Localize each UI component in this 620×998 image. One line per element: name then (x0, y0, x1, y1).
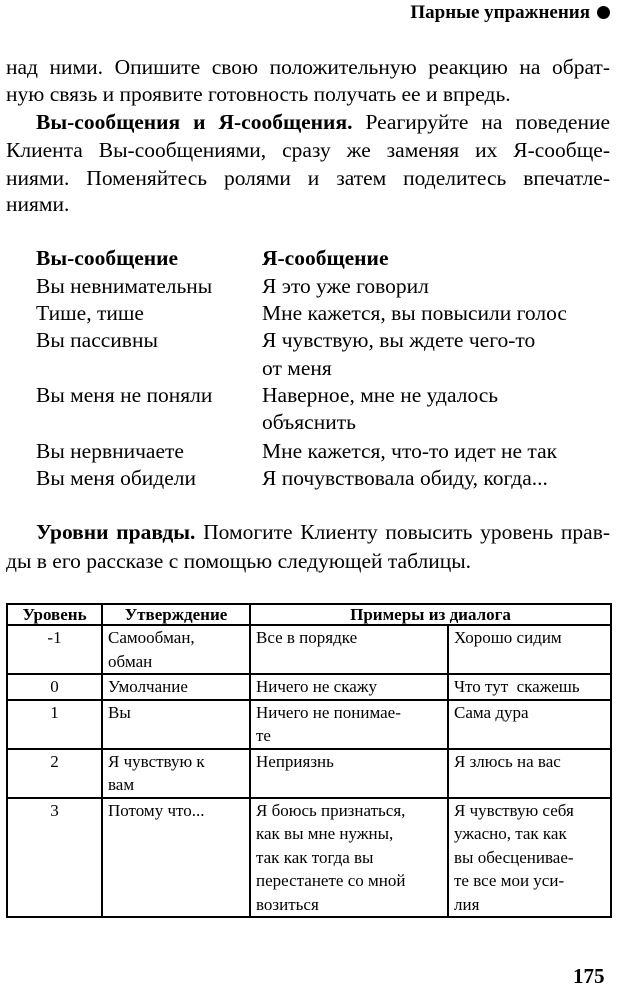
header-level: Уровень (7, 604, 102, 625)
paragraph-2-line-2: Клиента Вы-сообщениями, сразу же заменяя их Я-сообще- (6, 138, 610, 162)
i-message-3-line-2: от меня (262, 356, 332, 380)
cell-example-2: Сама дура (448, 700, 611, 749)
table-row (7, 674, 611, 700)
cell-level: 0 (7, 674, 102, 700)
cell-example-1: Все в порядке (250, 625, 448, 674)
i-message-5: Мне кажется, что-то идет не так (262, 439, 558, 463)
i-message-6: Я почувствовала обиду, когда... (262, 466, 548, 490)
cell-level: 2 (7, 749, 102, 798)
cell-example-1: Ничего не понимае- те (250, 700, 448, 749)
cell-example-1: Ничего не скажу (250, 674, 448, 700)
you-message-1: Вы невнимательны (36, 274, 213, 298)
i-message-1: Я это уже говорил (262, 274, 429, 298)
you-message-heading: Вы-сообщение (36, 246, 179, 270)
cell-example-2: Что тут скажешь (448, 674, 611, 700)
cell-level: -1 (7, 625, 102, 674)
paragraph-2-heading: Вы-сообщения и Я-сообщения. (36, 110, 353, 134)
cell-level: 1 (7, 700, 102, 749)
paragraph-2-line-4: ниями. (6, 192, 70, 216)
table-row (7, 749, 611, 798)
table-header-row (7, 604, 611, 625)
table-row (7, 798, 611, 918)
i-message-2: Мне кажется, вы повысили голос (262, 301, 567, 325)
i-message-4-line-1: Наверное, мне не удалось (262, 383, 499, 407)
cell-statement: Умолчание (102, 674, 250, 700)
bullet-dot-icon (597, 6, 610, 19)
table-row (7, 625, 611, 674)
you-message-6: Вы меня обидели (36, 466, 196, 490)
paragraph-3-line-1: Уровни правды. Помогите Клиенту повысить уровень прав- (36, 520, 611, 544)
i-message-3-line-1: Я чувствую, вы ждете чего-то (262, 328, 536, 352)
page-number: 175 (573, 964, 605, 988)
cell-example-2: Я чувствую себя ужасно, так как вы обесценивае- те все мои уси- лия (448, 798, 611, 918)
cell-statement: Потому что... (102, 798, 250, 918)
paragraph-1-line-2: ную связь и проявите готовность получать ее и впредь. (6, 82, 511, 106)
cell-statement: Вы (102, 700, 250, 749)
table-row (7, 700, 611, 749)
header-statement: Утверждение (102, 604, 250, 625)
truth-levels-table (6, 603, 612, 918)
you-message-4: Вы меня не поняли (36, 383, 213, 407)
header-examples: Примеры из диалога (250, 604, 611, 625)
cell-statement: Самообман, обман (102, 625, 250, 674)
i-message-heading: Я-сообщение (262, 246, 389, 270)
you-message-5: Вы нервничаете (36, 439, 184, 463)
running-header-title: Парные упражнения (410, 2, 590, 23)
cell-example-2: Я злюсь на вас (448, 749, 611, 798)
paragraph-3-line-2: ды в его рассказе с помощью следующей таблицы. (6, 549, 472, 573)
cell-example-2: Хорошо сидим (448, 625, 611, 674)
i-message-4-line-2: объяснить (262, 410, 356, 434)
cell-statement: Я чувствую к вам (102, 749, 250, 798)
paragraph-2-line-1: Вы-сообщения и Я-сообщения. Реагируйте на поведение (36, 110, 611, 134)
paragraph-1-line-1: над ними. Опишите свою положительную реакцию на обрат- (6, 55, 610, 79)
running-header (410, 2, 610, 24)
you-message-2: Тише, тише (36, 301, 144, 325)
you-message-3: Вы пассивны (36, 328, 158, 352)
cell-example-1: Я боюсь признаться, как вы мне нужны, так как тогда вы перестанете со мной возиться (250, 798, 448, 918)
cell-example-1: Неприязнь (250, 749, 448, 798)
paragraph-3-heading: Уровни правды. (36, 520, 196, 544)
cell-level: 3 (7, 798, 102, 918)
paragraph-2-line-3: ниями. Поменяйтесь ролями и затем поделитесь впечатле- (6, 166, 610, 190)
